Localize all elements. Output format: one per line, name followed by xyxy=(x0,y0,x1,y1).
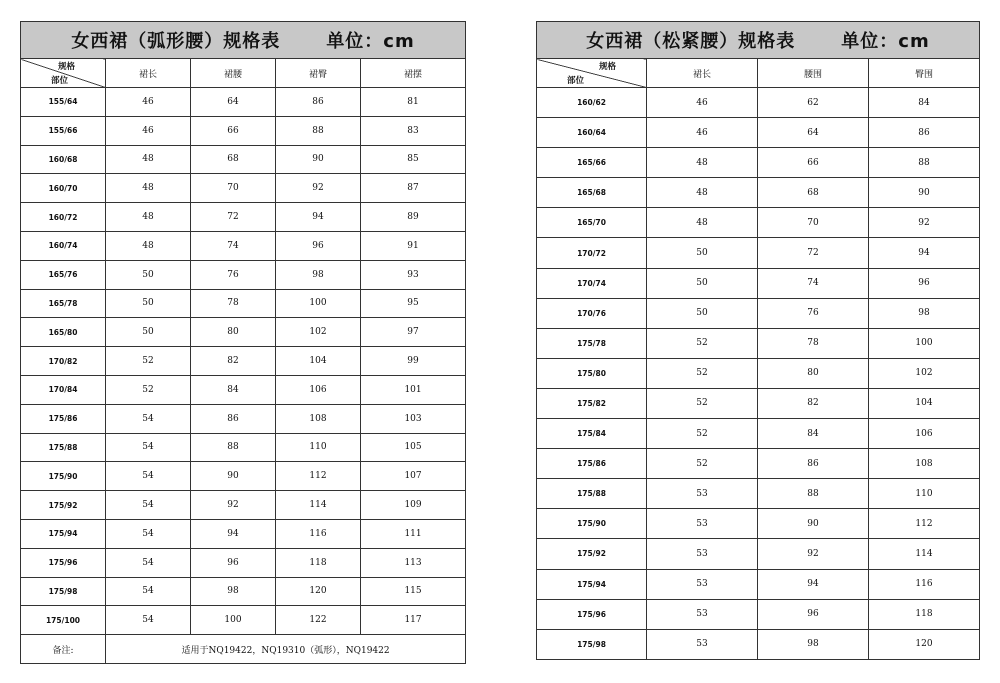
table-row xyxy=(21,289,466,318)
table-row xyxy=(537,479,980,509)
measurement-cell: 112 xyxy=(869,509,980,539)
measurement-cell: 98 xyxy=(869,298,980,328)
size-cell: 175/90 xyxy=(537,509,647,539)
measurement-cell: 53 xyxy=(647,509,758,539)
column-header: 裙臀 xyxy=(276,59,361,88)
measurement-cell: 94 xyxy=(276,203,361,232)
column-header: 腰围 xyxy=(758,59,869,88)
measurement-cell: 102 xyxy=(276,318,361,347)
measurement-cell: 110 xyxy=(869,479,980,509)
size-cell: 175/82 xyxy=(537,388,647,418)
size-cell: 160/72 xyxy=(21,203,106,232)
measurement-cell: 70 xyxy=(191,174,276,203)
column-header: 裙长 xyxy=(106,59,191,88)
size-cell: 170/72 xyxy=(537,238,647,268)
measurement-cell: 91 xyxy=(361,231,466,260)
measurement-cell: 80 xyxy=(191,318,276,347)
measurement-cell: 53 xyxy=(647,629,758,659)
table-row xyxy=(537,509,980,539)
column-header: 臀围 xyxy=(869,59,980,88)
table-row xyxy=(21,375,466,404)
measurement-cell: 96 xyxy=(869,268,980,298)
table-row xyxy=(537,238,980,268)
table-row xyxy=(21,577,466,606)
measurement-cell: 99 xyxy=(361,347,466,376)
measurement-cell: 72 xyxy=(191,203,276,232)
measurement-cell: 62 xyxy=(758,88,869,118)
measurement-cell: 46 xyxy=(647,88,758,118)
size-cell: 175/92 xyxy=(537,539,647,569)
measurement-cell: 50 xyxy=(647,298,758,328)
measurement-cell: 118 xyxy=(869,599,980,629)
size-cell: 170/74 xyxy=(537,268,647,298)
header-row xyxy=(537,59,980,88)
measurement-cell: 48 xyxy=(647,148,758,178)
size-cell: 165/66 xyxy=(537,148,647,178)
measurement-cell: 74 xyxy=(758,268,869,298)
measurement-cell: 74 xyxy=(191,231,276,260)
size-cell: 175/98 xyxy=(21,577,106,606)
size-cell: 155/64 xyxy=(21,88,106,117)
measurement-cell: 110 xyxy=(276,433,361,462)
measurement-cell: 52 xyxy=(647,358,758,388)
measurement-cell: 64 xyxy=(191,88,276,117)
arc-waist-skirt-size-table xyxy=(20,21,466,664)
measurement-cell: 86 xyxy=(191,404,276,433)
measurement-cell: 50 xyxy=(106,289,191,318)
measurement-cell: 118 xyxy=(276,548,361,577)
measurement-cell: 84 xyxy=(869,88,980,118)
table-row xyxy=(537,268,980,298)
measurement-cell: 50 xyxy=(106,318,191,347)
measurement-cell: 53 xyxy=(647,479,758,509)
measurement-cell: 92 xyxy=(276,174,361,203)
table-row xyxy=(537,419,980,449)
table-row xyxy=(21,606,466,635)
measurement-cell: 114 xyxy=(869,539,980,569)
measurement-cell: 78 xyxy=(191,289,276,318)
measurement-cell: 94 xyxy=(191,519,276,548)
size-cell: 175/94 xyxy=(537,569,647,599)
measurement-cell: 86 xyxy=(869,118,980,148)
measurement-cell: 98 xyxy=(758,629,869,659)
measurement-cell: 88 xyxy=(191,433,276,462)
measurement-cell: 90 xyxy=(869,178,980,208)
measurement-cell: 76 xyxy=(191,260,276,289)
corner-label-size: 规格 xyxy=(57,62,75,72)
measurement-cell: 113 xyxy=(361,548,466,577)
measurement-cell: 48 xyxy=(106,231,191,260)
size-cell: 175/78 xyxy=(537,328,647,358)
size-cell: 165/80 xyxy=(21,318,106,347)
table-row xyxy=(537,539,980,569)
column-header: 裙长 xyxy=(647,59,758,88)
table-title-bar xyxy=(21,22,466,59)
table-title: 女西裙（松紧腰）规格表 xyxy=(586,31,796,52)
size-cell: 160/68 xyxy=(21,145,106,174)
note-label: 备注: xyxy=(21,635,106,664)
measurement-cell: 86 xyxy=(276,88,361,117)
measurement-cell: 54 xyxy=(106,491,191,520)
measurement-cell: 94 xyxy=(758,569,869,599)
table-row xyxy=(537,328,980,358)
measurement-cell: 92 xyxy=(191,491,276,520)
size-cell: 175/86 xyxy=(21,404,106,433)
measurement-cell: 64 xyxy=(758,118,869,148)
measurement-cell: 122 xyxy=(276,606,361,635)
table-row xyxy=(21,318,466,347)
table-row xyxy=(537,358,980,388)
size-cell: 170/84 xyxy=(21,375,106,404)
table-title-bar xyxy=(537,22,980,59)
size-cell: 175/90 xyxy=(21,462,106,491)
measurement-cell: 100 xyxy=(276,289,361,318)
measurement-cell: 48 xyxy=(647,208,758,238)
size-cell: 175/84 xyxy=(537,419,647,449)
measurement-cell: 105 xyxy=(361,433,466,462)
table-row xyxy=(21,174,466,203)
measurement-cell: 92 xyxy=(869,208,980,238)
size-cell: 160/64 xyxy=(537,118,647,148)
measurement-cell: 104 xyxy=(869,388,980,418)
corner-diagonal-cell xyxy=(537,59,647,88)
measurement-cell: 90 xyxy=(191,462,276,491)
measurement-cell: 90 xyxy=(276,145,361,174)
measurement-cell: 52 xyxy=(647,388,758,418)
measurement-cell: 102 xyxy=(869,358,980,388)
measurement-cell: 88 xyxy=(869,148,980,178)
size-cell: 160/62 xyxy=(537,88,647,118)
table-row xyxy=(21,203,466,232)
measurement-cell: 108 xyxy=(276,404,361,433)
table-row xyxy=(21,404,466,433)
corner-label-size: 规格 xyxy=(598,62,616,72)
measurement-cell: 100 xyxy=(869,328,980,358)
measurement-cell: 54 xyxy=(106,404,191,433)
measurement-cell: 89 xyxy=(361,203,466,232)
table-row xyxy=(537,388,980,418)
corner-diagonal-cell xyxy=(21,59,106,88)
size-cell: 165/76 xyxy=(21,260,106,289)
measurement-cell: 54 xyxy=(106,519,191,548)
measurement-cell: 52 xyxy=(106,347,191,376)
size-cell: 175/86 xyxy=(537,449,647,479)
measurement-cell: 54 xyxy=(106,606,191,635)
measurement-cell: 52 xyxy=(647,449,758,479)
measurement-cell: 78 xyxy=(758,328,869,358)
measurement-cell: 83 xyxy=(361,116,466,145)
measurement-cell: 81 xyxy=(361,88,466,117)
measurement-cell: 98 xyxy=(191,577,276,606)
size-cell: 160/70 xyxy=(21,174,106,203)
measurement-cell: 115 xyxy=(361,577,466,606)
measurement-cell: 114 xyxy=(276,491,361,520)
measurement-cell: 96 xyxy=(191,548,276,577)
measurement-cell: 53 xyxy=(647,539,758,569)
measurement-cell: 66 xyxy=(758,148,869,178)
table-row xyxy=(537,449,980,479)
measurement-cell: 54 xyxy=(106,433,191,462)
measurement-cell: 117 xyxy=(361,606,466,635)
measurement-cell: 101 xyxy=(361,375,466,404)
measurement-cell: 48 xyxy=(106,174,191,203)
measurement-cell: 96 xyxy=(276,231,361,260)
measurement-cell: 88 xyxy=(276,116,361,145)
measurement-cell: 82 xyxy=(758,388,869,418)
size-cell: 170/76 xyxy=(537,298,647,328)
table-row xyxy=(537,178,980,208)
table-row xyxy=(21,347,466,376)
measurement-cell: 90 xyxy=(758,509,869,539)
measurement-cell: 50 xyxy=(106,260,191,289)
table-row xyxy=(21,88,466,117)
measurement-cell: 68 xyxy=(191,145,276,174)
measurement-cell: 54 xyxy=(106,548,191,577)
measurement-cell: 111 xyxy=(361,519,466,548)
measurement-cell: 106 xyxy=(276,375,361,404)
measurement-cell: 92 xyxy=(758,539,869,569)
measurement-cell: 100 xyxy=(191,606,276,635)
size-cell: 175/94 xyxy=(21,519,106,548)
measurement-cell: 50 xyxy=(647,268,758,298)
measurement-cell: 87 xyxy=(361,174,466,203)
measurement-cell: 98 xyxy=(276,260,361,289)
table-row xyxy=(21,519,466,548)
measurement-cell: 116 xyxy=(276,519,361,548)
table-row xyxy=(21,145,466,174)
header-row xyxy=(21,59,466,88)
measurement-cell: 106 xyxy=(869,419,980,449)
size-cell: 175/88 xyxy=(21,433,106,462)
table-title: 女西裙（弧形腰）规格表 xyxy=(71,31,281,52)
size-cell: 170/82 xyxy=(21,347,106,376)
measurement-cell: 107 xyxy=(361,462,466,491)
table-row xyxy=(21,231,466,260)
measurement-cell: 52 xyxy=(647,328,758,358)
measurement-cell: 54 xyxy=(106,577,191,606)
size-cell: 165/68 xyxy=(537,178,647,208)
corner-label-part: 部位 xyxy=(51,76,69,86)
measurement-cell: 82 xyxy=(191,347,276,376)
table-row xyxy=(537,629,980,659)
measurement-cell: 97 xyxy=(361,318,466,347)
size-cell: 175/96 xyxy=(537,599,647,629)
column-header: 裙摆 xyxy=(361,59,466,88)
measurement-cell: 104 xyxy=(276,347,361,376)
size-cell: 175/100 xyxy=(21,606,106,635)
unit-label: 单位：cm xyxy=(841,31,930,52)
measurement-cell: 85 xyxy=(361,145,466,174)
measurement-cell: 53 xyxy=(647,569,758,599)
measurement-cell: 76 xyxy=(758,298,869,328)
measurement-cell: 84 xyxy=(758,419,869,449)
measurement-cell: 116 xyxy=(869,569,980,599)
table-row xyxy=(21,462,466,491)
measurement-cell: 88 xyxy=(758,479,869,509)
size-cell: 165/70 xyxy=(537,208,647,238)
table-row xyxy=(537,208,980,238)
size-cell: 175/98 xyxy=(537,629,647,659)
measurement-cell: 48 xyxy=(106,203,191,232)
measurement-cell: 103 xyxy=(361,404,466,433)
size-cell: 175/80 xyxy=(537,358,647,388)
table-row xyxy=(21,491,466,520)
table-row xyxy=(537,148,980,178)
corner-label-part: 部位 xyxy=(567,76,585,86)
measurement-cell: 48 xyxy=(647,178,758,208)
measurement-cell: 96 xyxy=(758,599,869,629)
measurement-cell: 112 xyxy=(276,462,361,491)
size-cell: 175/96 xyxy=(21,548,106,577)
measurement-cell: 93 xyxy=(361,260,466,289)
column-header: 裙腰 xyxy=(191,59,276,88)
table-row xyxy=(537,569,980,599)
measurement-cell: 95 xyxy=(361,289,466,318)
measurement-cell: 80 xyxy=(758,358,869,388)
size-cell: 175/88 xyxy=(537,479,647,509)
measurement-cell: 120 xyxy=(276,577,361,606)
table-row xyxy=(537,118,980,148)
measurement-cell: 66 xyxy=(191,116,276,145)
measurement-cell: 52 xyxy=(647,419,758,449)
measurement-cell: 108 xyxy=(869,449,980,479)
measurement-cell: 53 xyxy=(647,599,758,629)
table-row xyxy=(21,433,466,462)
note-row xyxy=(21,635,466,664)
measurement-cell: 50 xyxy=(647,238,758,268)
measurement-cell: 120 xyxy=(869,629,980,659)
unit-label: 单位：cm xyxy=(326,31,415,52)
table-row xyxy=(537,88,980,118)
measurement-cell: 72 xyxy=(758,238,869,268)
size-cell: 155/66 xyxy=(21,116,106,145)
measurement-cell: 48 xyxy=(106,145,191,174)
note-text: 适用于NQ19422，NQ19310（弧形），NQ19422 xyxy=(106,635,466,664)
table-row xyxy=(537,599,980,629)
measurement-cell: 86 xyxy=(758,449,869,479)
measurement-cell: 68 xyxy=(758,178,869,208)
measurement-cell: 109 xyxy=(361,491,466,520)
measurement-cell: 54 xyxy=(106,462,191,491)
table-row xyxy=(21,116,466,145)
size-cell: 175/92 xyxy=(21,491,106,520)
measurement-cell: 52 xyxy=(106,375,191,404)
measurement-cell: 46 xyxy=(106,116,191,145)
table-row xyxy=(537,298,980,328)
measurement-cell: 84 xyxy=(191,375,276,404)
table-row xyxy=(21,260,466,289)
measurement-cell: 94 xyxy=(869,238,980,268)
size-cell: 165/78 xyxy=(21,289,106,318)
measurement-cell: 46 xyxy=(106,88,191,117)
size-cell: 160/74 xyxy=(21,231,106,260)
table-row xyxy=(21,548,466,577)
measurement-cell: 46 xyxy=(647,118,758,148)
elastic-waist-skirt-size-table xyxy=(536,21,980,660)
measurement-cell: 70 xyxy=(758,208,869,238)
